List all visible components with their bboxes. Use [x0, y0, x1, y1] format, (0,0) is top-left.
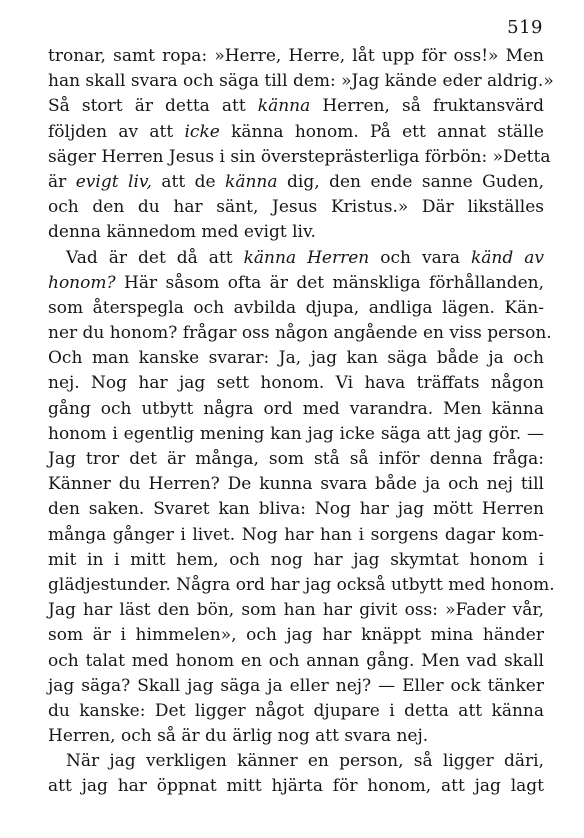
text-line: [48, 573, 555, 598]
line-text: att de: [151, 171, 226, 192]
page-number: 519: [507, 17, 543, 38]
line-text: är: [48, 171, 76, 192]
text-line: [48, 69, 554, 94]
text-line: [48, 724, 544, 749]
line-text: jag säga? Skall jag säga ja eller nej? — Eller ock tänker: [48, 675, 544, 696]
text-line: [48, 397, 544, 422]
emphasized-text: icke: [184, 121, 220, 142]
line-text: tronar, samt ropa: »Herre, Herre, låt upp för oss!» Men: [48, 46, 544, 66]
text-line: [48, 346, 544, 371]
line-text: nej. Nog har jag sett honom. Vi hava träffats någon: [48, 373, 544, 394]
text-line: [48, 120, 544, 145]
line-text: känna honom. På ett annat ställe: [219, 121, 544, 142]
line-text: Herren, så fruktansvärd: [310, 96, 544, 117]
line-text: Jag tror det är många, som stå så inför denna fråga:: [48, 449, 544, 469]
line-text: Här såsom ofta är det mänskliga förhållanden,: [115, 272, 544, 293]
line-text: gång och utbytt några ord med varandra. Men känna: [48, 398, 544, 419]
emphasized-text: känd av: [470, 247, 544, 268]
line-text: och vara: [369, 247, 471, 268]
text-line: [48, 749, 544, 774]
line-text: som återspegla och avbilda djupa, andliga lägen. Kän-: [48, 297, 544, 318]
text-line: [48, 170, 544, 195]
line-text: Och man kanske svarar: Ja, jag kan säga både ja och: [48, 348, 544, 369]
text-line: [48, 371, 544, 396]
text-line: [48, 44, 544, 69]
text-line: [48, 321, 552, 346]
line-text: den saken. Svaret kan bliva: Nog har jag mött Herren: [48, 499, 544, 520]
line-text: som är i himmelen», och jag har knäppt mina händer: [48, 625, 544, 646]
text-line: [48, 472, 544, 497]
line-text: Så stort är detta att: [48, 96, 258, 117]
text-line: [48, 623, 544, 648]
text-line: [48, 145, 551, 170]
text-line: [48, 649, 544, 674]
text-line: [48, 774, 544, 799]
emphasized-text: känna Herren: [243, 247, 370, 268]
line-text: han skall svara och säga till dem: »Jag kände eder aldrig.»: [48, 71, 554, 92]
text-line: [48, 296, 544, 321]
line-text: denna kännedom med evigt liv.: [48, 222, 316, 243]
line-text: Känner du Herren? De kunna svara både ja och nej till: [48, 474, 544, 495]
emphasized-text: känna: [257, 96, 311, 117]
line-text: ner du honom? frågar oss någon angående en viss person.: [48, 323, 552, 344]
text-line: [48, 271, 544, 296]
emphasized-text: evigt liv,: [75, 171, 152, 192]
text-line: [48, 94, 544, 119]
line-text: och den du har sänt, Jesus Kristus.» Där likställes: [48, 197, 544, 218]
text-line: [48, 548, 544, 573]
line-text: Vad är det då att: [66, 247, 244, 268]
line-text: Jag har läst den bön, som han har givit oss: »Fader vår,: [48, 600, 544, 621]
line-text: du kanske: Det ligger något djupare i detta att känna: [48, 700, 544, 721]
line-text: att jag har öppnat mitt hjärta för honom, att jag lagt: [48, 776, 544, 797]
line-text: mit in i mitt hem, och nog har jag skymtat honom i: [48, 549, 544, 570]
line-text: När jag verkligen känner en person, så ligger däri,: [66, 751, 544, 772]
text-line: [48, 246, 544, 271]
text-line: [48, 422, 544, 447]
line-text: följden av att: [48, 121, 185, 142]
line-text: honom i egentlig mening kan jag icke säga att jag gör. —: [48, 423, 544, 444]
line-text: säger Herren Jesus i sin översteprästerliga förbön: »Detta: [48, 146, 551, 167]
text-line: [48, 598, 544, 623]
text-line: [48, 220, 544, 245]
text-line: [48, 497, 544, 522]
line-text: många gånger i livet. Nog har han i sorgens dagar kom-: [48, 524, 544, 545]
text-line: [48, 674, 544, 699]
text-line: [48, 195, 544, 220]
body-text: [48, 44, 555, 800]
line-text: dig, den ende sanne Guden,: [277, 171, 544, 192]
text-line: [48, 523, 544, 548]
emphasized-text: honom?: [48, 272, 116, 293]
line-text: och talat med honom en och annan gång. Men vad skall: [48, 650, 544, 671]
line-text: glädjestunder. Några ord har jag också utbytt med honom.: [48, 574, 555, 595]
line-text: Herren, och så är du ärlig nog att svara nej.: [48, 726, 429, 747]
text-line: [48, 699, 544, 724]
emphasized-text: känna: [225, 171, 278, 192]
text-line: [48, 447, 544, 472]
